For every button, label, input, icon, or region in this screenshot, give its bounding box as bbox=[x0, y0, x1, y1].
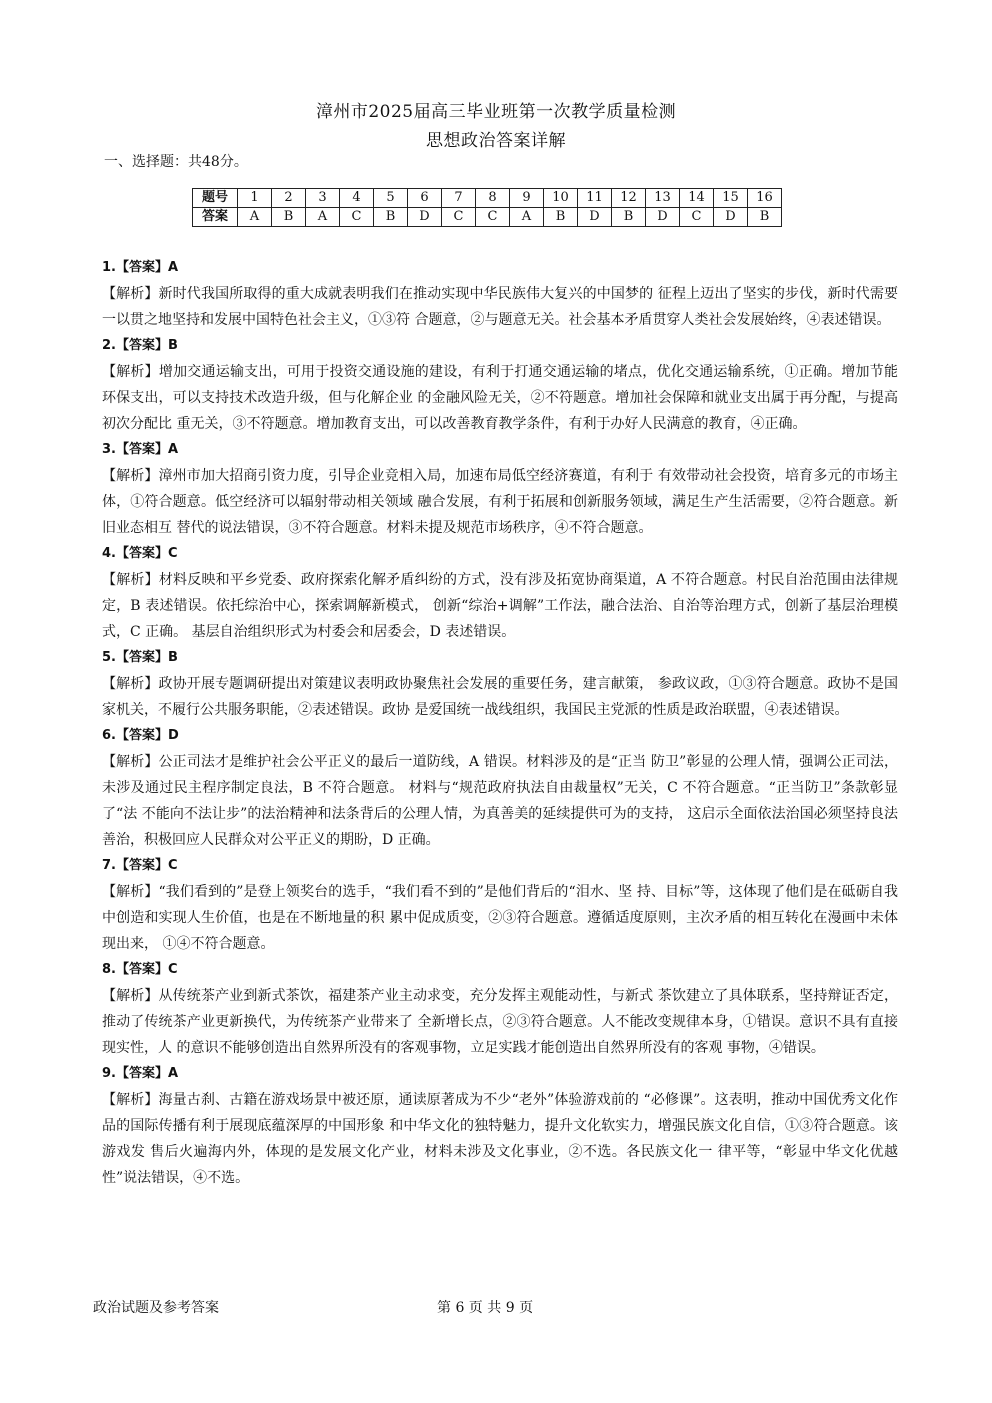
answer-cell: C bbox=[680, 208, 714, 227]
explanation-text: 【解析】材料反映和平乡党委、政府探索化解矛盾纠纷的方式，没有涉及拓宽协商渠道，A 不符合题意。村民自治范围由法律规定，B 表述错误。依托综治中心，探索调解新模式， 创新“综治+调解”工作法，融合法治、自治等治理方式，创新了基层治理模式，C 正确。 基层自治组织形式为村委会和居委会，D 表述错误。 bbox=[102, 572, 898, 640]
answer-cell: A bbox=[238, 208, 272, 227]
answer-line: 8.【答案】C bbox=[102, 962, 178, 977]
explanation-text: 【解析】从传统茶产业到新式茶饮，福建茶产业主动求变，充分发挥主观能动性，与新式 茶饮建立了具体联系，坚持辩证否定，推动了传统茶产业更新换代，为传统茶产业带来了 全新增长点，②③符合题意。人不能改变规律本身，①错误。意识不具有直接现实性，人 的意识不能够创造出自然界所没有的客观事物，立足实践才能创造出自然界所没有的客观 事物，④错误。 bbox=[102, 988, 898, 1056]
answer-line: 6.【答案】D bbox=[102, 728, 179, 743]
answer-cell: B bbox=[612, 208, 646, 227]
answer-line: 9.【答案】A bbox=[102, 1066, 179, 1081]
answer-cell: D bbox=[714, 208, 748, 227]
answer-cell: B bbox=[544, 208, 578, 227]
answer-cell: C bbox=[340, 208, 374, 227]
explanation-text: 【解析】新时代我国所取得的重大成就表明我们在推动实现中华民族伟大复兴的中国梦的 征程上迈出了坚实的步伐，新时代需要一以贯之地坚持和发展中国特色社会主义，①③符 合题意，②与题意无关。社会基本矛盾贯穿人类社会发展始终，④表述错误。 bbox=[102, 286, 898, 328]
explanation-text: 【解析】政协开展专题调研提出对策建议表明政协聚焦社会发展的重要任务，建言献策， 参政议政，①③符合题意。政协不是国家机关，不履行公共服务职能，②表述错误。政协 是爱国统一战线组织，我国民主党派的性质是政治联盟，④表述错误。 bbox=[102, 676, 898, 718]
question-number: 11 bbox=[578, 189, 612, 208]
question-number: 7 bbox=[442, 189, 476, 208]
explanation-text: 【解析】公正司法才是维护社会公平正义的最后一道防线，A 错误。材料涉及的是“正当 防卫”彰显的公理人情，强调公正司法，未涉及通过民主程序制定良法，B 不符合题意。 材料与“规范政府执法自由裁量权”无关，C 不符合题意。“正当防卫”条款彰显了“法 不能向不法让步”的法治精神和法条背后的公理人情，为真善美的延续提供可为的支持， 这启示全面依法治国必须坚持良法善治，积极回应人民群众对公平正义的期盼，D 正确。 bbox=[102, 754, 898, 848]
question-number: 10 bbox=[544, 189, 578, 208]
answer-cell: A bbox=[510, 208, 544, 227]
question-number: 14 bbox=[680, 189, 714, 208]
question-number: 5 bbox=[374, 189, 408, 208]
footer-doc-name: 政治试题及参考答案 bbox=[93, 1300, 219, 1316]
section-heading: 一、选择题：共48分。 bbox=[104, 154, 248, 170]
question-number: 15 bbox=[714, 189, 748, 208]
explanation-text: 【解析】海量古刹、古籍在游戏场景中被还原，通读原著成为不少“老外”体验游戏前的 “必修课”。这表明，推动中国优秀文化作品的国际传播有利于展现底蕴深厚的中国形象 和中华文化的独特魅力，提升文化软实力，增强民族文化自信，①③符合题意。该游戏发 售后火遍海内外，体现的是发展文化产业，材料未涉及文化事业，②不选。各民族文化一 律平等，“彰显中华文化优越性”说法错误，④不选。 bbox=[102, 1092, 898, 1186]
answer-cell: C bbox=[476, 208, 510, 227]
document-subtitle: 思想政治答案详解 bbox=[426, 131, 566, 151]
row-label-number: 题号 bbox=[193, 189, 238, 208]
answer-cell: D bbox=[646, 208, 680, 227]
row-label-answer: 答案 bbox=[193, 208, 238, 227]
question-number: 2 bbox=[272, 189, 306, 208]
answer-cell: C bbox=[442, 208, 476, 227]
answer-line: 1.【答案】A bbox=[102, 260, 179, 275]
document-title: 漳州市2025届高三毕业班第一次教学质量检测 bbox=[315, 102, 677, 122]
question-number: 12 bbox=[612, 189, 646, 208]
answer-line: 7.【答案】C bbox=[102, 858, 178, 873]
answer-cell: B bbox=[272, 208, 306, 227]
question-number: 4 bbox=[340, 189, 374, 208]
answer-table bbox=[192, 188, 782, 227]
explanation-text: 【解析】漳州市加大招商引资力度，引导企业竞相入局，加速布局低空经济赛道，有利于 有效带动社会投资，培育多元的市场主体，①符合题意。低空经济可以辐射带动相关领域 融合发展，有利于拓展和创新服务领域，满足生产生活需要，②符合题意。新旧业态相互 替代的说法错误，③不符合题意。材料未提及规范市场秩序，④不符合题意。 bbox=[102, 468, 898, 536]
question-number: 3 bbox=[306, 189, 340, 208]
answer-line: 3.【答案】A bbox=[102, 442, 179, 457]
question-number: 16 bbox=[748, 189, 782, 208]
answer-cell: B bbox=[374, 208, 408, 227]
question-number: 1 bbox=[238, 189, 272, 208]
explanation-text: 【解析】增加交通运输支出，可用于投资交通设施的建设，有利于打通交通运输的堵点，优化交通运输系统，①正确。增加节能环保支出，可以支持技术改造升级，但与化解企业 的金融风险无关，②不符题意。增加社会保障和就业支出属于再分配，与提高初次分配比 重无关，③不符题意。增加教育支出，可以改善教育教学条件，有利于办好人民满意的教育，④正确。 bbox=[102, 364, 898, 432]
page-number: 第 6 页 共 9 页 bbox=[437, 1300, 534, 1316]
answer-line: 4.【答案】C bbox=[102, 546, 178, 561]
answer-cell: A bbox=[306, 208, 340, 227]
answer-cell: D bbox=[578, 208, 612, 227]
question-number: 13 bbox=[646, 189, 680, 208]
explanation-text: 【解析】“我们看到的”是登上领奖台的选手，“我们看不到的”是他们背后的“泪水、坚 持、目标”等，这体现了他们是在砥砺自我中创造和实现人生价值，也是在不断地量的积 累中促成质变，②③符合题意。遵循适度原则，主次矛盾的相互转化在漫画中未体现出来， ①④不符合题意。 bbox=[102, 884, 898, 952]
answer-table-answer-row bbox=[193, 208, 782, 227]
question-number: 6 bbox=[408, 189, 442, 208]
answer-line: 2.【答案】B bbox=[102, 338, 178, 353]
answer-cell: D bbox=[408, 208, 442, 227]
answer-explanations bbox=[102, 255, 898, 1191]
question-number: 8 bbox=[476, 189, 510, 208]
answer-line: 5.【答案】B bbox=[102, 650, 178, 665]
answer-table-number-row bbox=[193, 189, 782, 208]
question-number: 9 bbox=[510, 189, 544, 208]
answer-cell: B bbox=[748, 208, 782, 227]
